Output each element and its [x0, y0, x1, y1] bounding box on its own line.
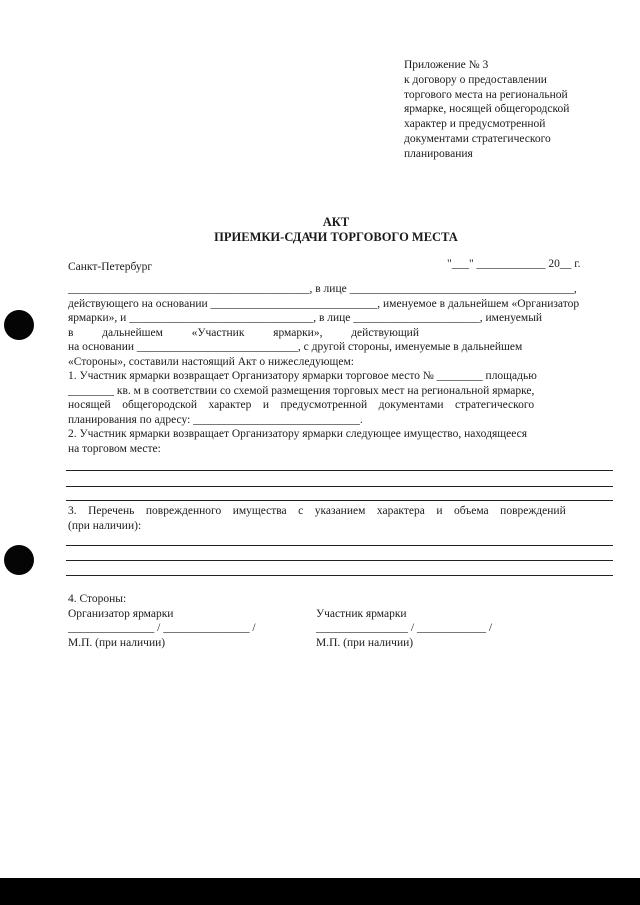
body-line: действующего на основании _____________________________, именуемое в дальнейшем «Организатор	[68, 297, 580, 310]
clause-1-line: 1. Участник ярмарки возвращает Организатору ярмарки торговое место № ________ площадью	[68, 370, 537, 382]
signature-lines	[68, 621, 628, 636]
seal-row	[68, 636, 628, 651]
body-line: ярмарки», и ________________________________, в лице ______________________, именуемый	[68, 312, 543, 324]
appendix-note	[404, 58, 614, 162]
organizer-signature-line: _______________ / _______________ /	[68, 622, 256, 634]
fill-line	[66, 500, 613, 501]
appendix-line: планирования	[404, 147, 473, 160]
clause-1-line: носящей общегородской характер и предусмотренной документами стратегического	[68, 399, 535, 411]
punch-hole-bottom	[4, 545, 34, 575]
body-line: в дальнейшем «Участник ярмарки», действующий	[68, 326, 419, 339]
appendix-line: ярмарке, носящей общегородской	[404, 103, 570, 116]
appendix-line: Приложение № 3	[404, 59, 489, 71]
organizer-label: Организатор ярмарки	[68, 607, 174, 620]
city-label: Санкт-Петербург	[68, 261, 153, 273]
fill-line	[66, 575, 613, 576]
date-field: "___" ____________ 20__ г.	[447, 258, 581, 270]
title-line-2: ПРИЕМКИ-СДАЧИ ТОРГОВОГО МЕСТА	[214, 229, 458, 244]
body-line: __________________________________________, в лице _______________________________________,	[68, 283, 577, 295]
title-line-1: АКТ	[322, 215, 350, 229]
sides-heading: 4. Стороны:	[68, 593, 127, 605]
fill-line	[66, 486, 613, 487]
clause-2-line: 2. Участник ярмарки возвращает Организатору ярмарки следующее имущество, находящееся	[68, 428, 527, 440]
body-line: «Стороны», составили настоящий Акт о нижеследующем:	[68, 355, 354, 368]
clause-1-line: планирования по адресу: _____________________________.	[68, 413, 363, 426]
fill-line	[66, 545, 613, 546]
organizer-seal-label: М.П. (при наличии)	[68, 636, 166, 649]
participant-seal-label: М.П. (при наличии)	[316, 636, 414, 649]
sides-roles	[68, 607, 628, 622]
clause-3-line: 3. Перечень поврежденного имущества с указанием характера и объема повреждений	[68, 505, 566, 517]
appendix-line: торгового места на региональной	[404, 88, 568, 101]
clause-2-line: на торговом месте:	[68, 442, 161, 455]
document-title	[0, 215, 640, 244]
fill-line	[66, 560, 613, 561]
act-body	[68, 282, 612, 456]
participant-signature-line: ________________ / ____________ /	[316, 622, 493, 634]
punch-hole-top	[4, 310, 34, 340]
appendix-line: документами стратегического	[404, 132, 551, 145]
signatures-section	[68, 592, 628, 650]
appendix-line: к договору о предоставлении	[404, 73, 547, 86]
clause-1-line: ________ кв. м в соответствии со схемой размещения торговых мест на региональной ярмарке,	[68, 384, 535, 397]
fill-line	[66, 470, 613, 471]
appendix-line: характер и предусмотренной	[404, 118, 546, 131]
participant-label: Участник ярмарки	[316, 607, 407, 620]
clause-3-line: (при наличии):	[68, 519, 142, 532]
body-line: на основании ____________________________, с другой стороны, именуемые в дальнейшем	[68, 341, 523, 353]
scan-bottom-edge	[0, 878, 640, 905]
clause-3	[68, 504, 612, 533]
